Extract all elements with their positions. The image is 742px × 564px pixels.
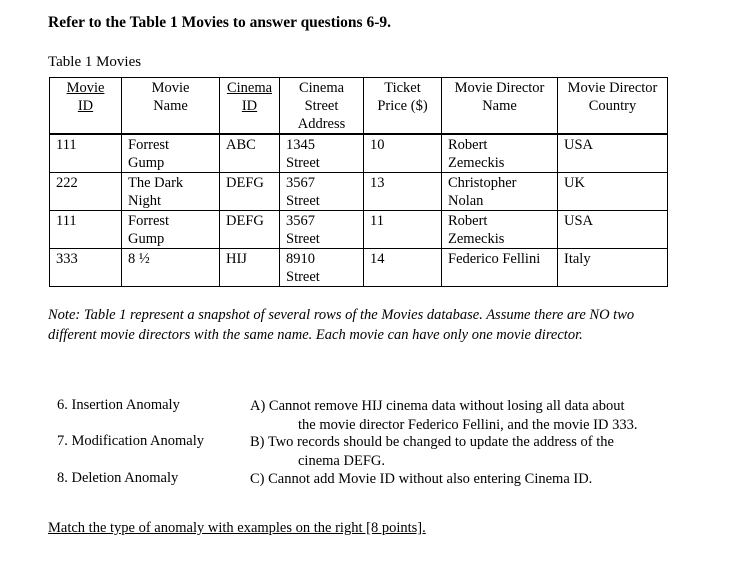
table-cell — [50, 211, 122, 249]
table-caption: Table 1 Movies — [48, 54, 142, 70]
table-cell — [442, 173, 558, 211]
table-cell-text: Robert — [448, 137, 488, 153]
table-cell-text: 222 — [56, 175, 78, 191]
table-cell-text — [56, 268, 117, 286]
column-header-text: Address — [297, 116, 346, 132]
table-cell-text: 1345 — [286, 137, 315, 153]
table-cell-text: The Dark — [128, 175, 184, 191]
table-cell-text — [226, 192, 275, 210]
table-cell-text: Street — [286, 231, 320, 247]
table-cell — [558, 249, 668, 287]
table-cell-text: DEFG — [226, 213, 264, 229]
page-heading: Refer to the Table 1 Movies to answer questions 6-9. — [48, 14, 391, 31]
column-header-text: Country — [588, 98, 637, 114]
column-header-text: Movie — [66, 80, 105, 96]
table-cell-text — [370, 192, 437, 210]
column-header-text: Ticket — [384, 80, 421, 96]
table-cell-text: 333 — [56, 251, 78, 267]
table-cell — [50, 173, 122, 211]
table-cell-text: ABC — [226, 137, 256, 153]
answer-a-line2: the movie director Federico Fellini, and the movie ID 333. — [298, 416, 638, 433]
table-cell-text — [56, 230, 117, 248]
table-cell-text: 111 — [56, 213, 77, 229]
table-cell-text — [226, 154, 275, 172]
table-cell — [50, 249, 122, 287]
column-header — [50, 78, 122, 135]
table-cell-text: USA — [564, 137, 594, 153]
answer-a-line1: A) Cannot remove HIJ cinema data without losing all data about — [250, 398, 625, 414]
table-cell — [442, 211, 558, 249]
table-cell — [364, 211, 442, 249]
table-cell-text — [564, 268, 663, 286]
column-header — [558, 78, 668, 135]
table-cell-text — [370, 230, 437, 248]
table-cell-text — [564, 192, 663, 210]
answer-c-line1: C) Cannot add Movie ID without also entering Cinema ID. — [250, 471, 593, 487]
answer-b-line1: B) Two records should be changed to update the address of the — [250, 434, 614, 450]
column-header-text: Movie Director — [567, 80, 658, 96]
table-cell-text: 3567 — [286, 213, 315, 229]
table-cell-text: Street — [286, 193, 320, 209]
column-header — [442, 78, 558, 135]
table-note: Note: Table 1 represent a snapshot of several rows of the Movies database. Assume there are NO two different movie directors with the same name. Each movie can have only one movie director. — [48, 307, 635, 343]
table-cell-text: Forrest — [128, 137, 170, 153]
table-cell-text: USA — [564, 213, 594, 229]
table-cell-text — [56, 192, 117, 210]
table-cell-text — [226, 268, 275, 286]
table-header-row — [50, 78, 668, 135]
table-cell-text — [128, 268, 215, 286]
table-cell-text: 3567 — [286, 175, 315, 191]
table-cell — [122, 249, 220, 287]
anomaly-item-7: 7. Modification Anomaly — [57, 433, 204, 449]
table-row — [50, 134, 668, 173]
table-cell-text: 14 — [370, 251, 385, 267]
table-cell — [558, 173, 668, 211]
match-instruction: Match the type of anomaly with examples on the right [8 points]. — [48, 520, 426, 536]
table-cell — [280, 134, 364, 173]
table-cell-text: DEFG — [226, 175, 264, 191]
table-cell-text — [56, 154, 117, 172]
column-header-text: Cinema — [226, 80, 273, 96]
table-row — [50, 211, 668, 249]
table-cell-text: Street — [286, 155, 320, 171]
table-cell — [122, 134, 220, 173]
table-cell-text: Night — [128, 193, 162, 209]
table-cell-text: Street — [286, 269, 320, 285]
table-cell — [442, 249, 558, 287]
table-cell — [220, 134, 280, 173]
movies-table — [49, 77, 668, 287]
table-cell-text — [226, 230, 275, 248]
table-cell — [220, 249, 280, 287]
column-header-text: Movie Director — [454, 80, 545, 96]
table-cell-text: Robert — [448, 213, 488, 229]
table-cell — [280, 211, 364, 249]
table-cell — [364, 173, 442, 211]
table-cell-text: Gump — [128, 231, 165, 247]
table-cell-text: Forrest — [128, 213, 170, 229]
table-cell-text: 11 — [370, 213, 384, 229]
table-cell — [558, 134, 668, 173]
answer-option-b — [250, 433, 720, 470]
table-cell-text: 111 — [56, 137, 77, 153]
table-cell-text: Federico Fellini — [448, 251, 541, 267]
table-cell-text: Gump — [128, 155, 165, 171]
table-cell-text: 8910 — [286, 251, 315, 267]
table-cell-text — [370, 154, 437, 172]
table-cell — [50, 134, 122, 173]
table-cell — [220, 173, 280, 211]
table-cell — [280, 249, 364, 287]
table-cell — [122, 173, 220, 211]
table-cell-text — [370, 268, 437, 286]
table-cell-text: Christopher — [448, 175, 517, 191]
column-header — [364, 78, 442, 135]
table-cell — [122, 211, 220, 249]
column-header-text: Movie — [151, 80, 190, 96]
table-cell-text: Italy — [564, 251, 591, 267]
column-header-text: Name — [153, 98, 188, 114]
table-body — [50, 134, 668, 287]
answer-option-c — [250, 470, 720, 489]
column-header-text: Price ($) — [377, 98, 428, 114]
table-cell-text — [564, 154, 663, 172]
table-cell-text: Zemeckis — [448, 231, 505, 247]
column-header — [122, 78, 220, 135]
table-cell-text: 13 — [370, 175, 385, 191]
column-header-text: ID — [77, 98, 94, 114]
table-cell-text: HIJ — [226, 251, 247, 267]
table-row — [50, 249, 668, 287]
column-header — [280, 78, 364, 135]
table-cell — [220, 211, 280, 249]
column-header-text: Street — [304, 98, 339, 114]
table-cell — [364, 249, 442, 287]
table-cell-text — [564, 230, 663, 248]
table-cell-text: Zemeckis — [448, 155, 505, 171]
answer-option-a — [250, 397, 720, 434]
table-cell — [558, 211, 668, 249]
column-header — [220, 78, 280, 135]
table-cell — [442, 134, 558, 173]
column-header-text: Cinema — [298, 80, 345, 96]
table-cell — [364, 134, 442, 173]
table-cell — [280, 173, 364, 211]
table-cell-text: Nolan — [448, 193, 484, 209]
table-cell-text: 10 — [370, 137, 385, 153]
anomaly-item-6: 6. Insertion Anomaly — [57, 397, 180, 413]
table-cell-text: UK — [564, 175, 585, 191]
table-cell-text: 8 ½ — [128, 251, 150, 267]
column-header-text: ID — [241, 98, 258, 114]
table-row — [50, 173, 668, 211]
column-header-text: Name — [482, 98, 517, 114]
answer-b-line2: cinema DEFG. — [298, 452, 385, 469]
table-cell-text — [448, 268, 553, 286]
anomaly-item-8: 8. Deletion Anomaly — [57, 470, 179, 486]
